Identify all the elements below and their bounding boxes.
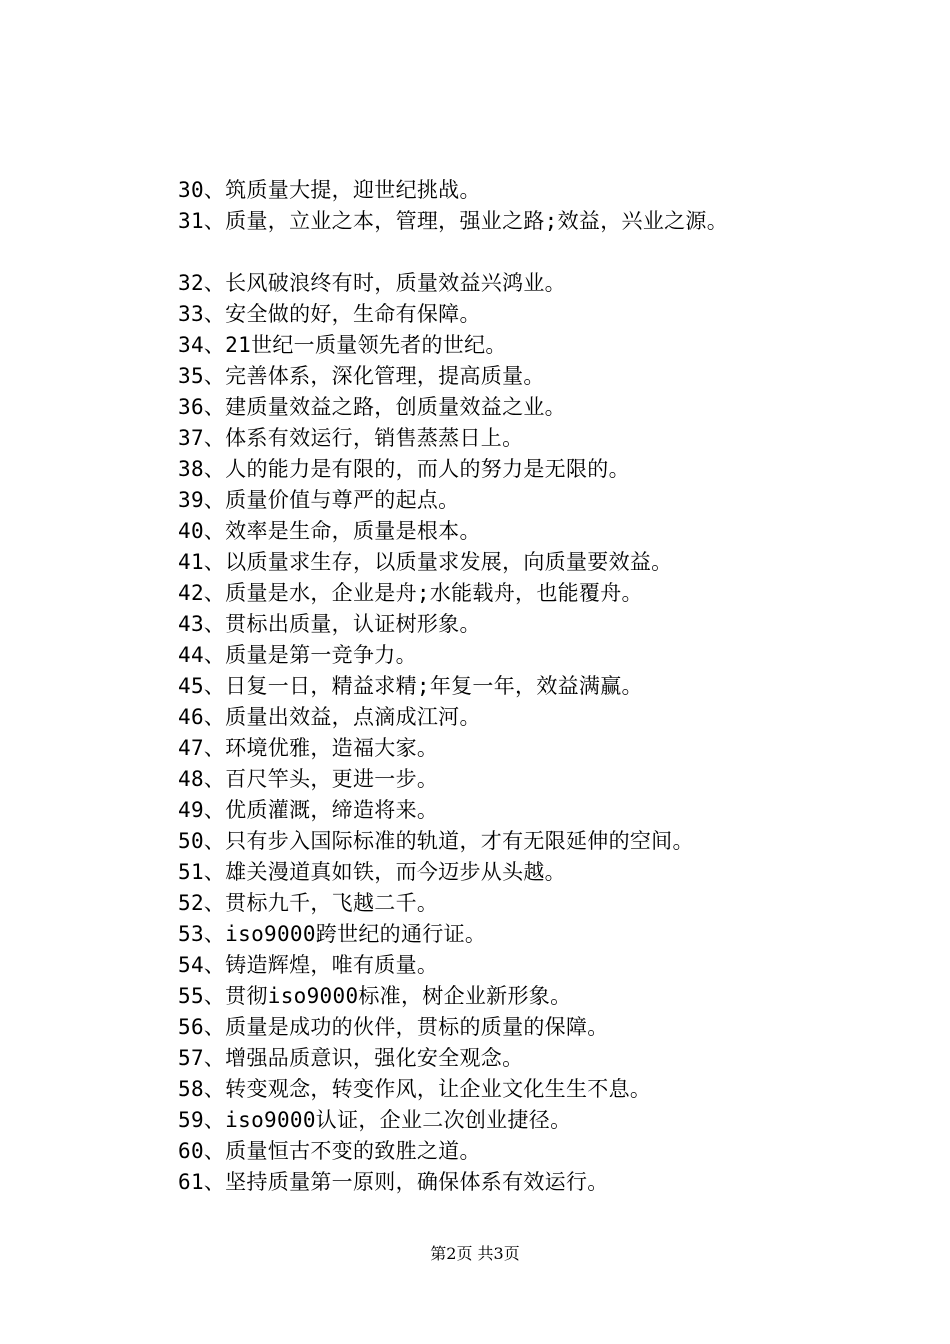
list-item: 37、体系有效运行，销售蒸蒸日上。 [178, 426, 524, 450]
list-item: 59、iso9000认证，企业二次创业捷径。 [178, 1108, 572, 1132]
list-item: 42、质量是水，企业是舟;水能载舟，也能覆舟。 [178, 581, 643, 605]
list-item: 35、完善体系，深化管理，提高质量。 [178, 364, 545, 388]
list-item: 48、百尺竿头，更进一步。 [178, 767, 439, 791]
list-item: 51、雄关漫道真如铁，而今迈步从头越。 [178, 860, 566, 884]
list-item: 32、长风破浪终有时，质量效益兴鸿业。 [178, 271, 566, 295]
list-item: 39、质量价值与尊严的起点。 [178, 488, 460, 512]
list-item: 49、优质灌溉，缔造将来。 [178, 798, 439, 822]
list-item: 33、安全做的好，生命有保障。 [178, 302, 481, 326]
list-item: 61、坚持质量第一原则，确保体系有效运行。 [178, 1170, 609, 1194]
list-item: 58、转变观念，转变作风，让企业文化生生不息。 [178, 1077, 652, 1101]
list-item: 56、质量是成功的伙伴，贯标的质量的保障。 [178, 1015, 609, 1039]
list-item: 54、铸造辉煌，唯有质量。 [178, 953, 439, 977]
slogan-list [178, 175, 918, 1198]
list-item: 40、效率是生命，质量是根本。 [178, 519, 481, 543]
list-item: 52、贯标九千，飞越二千。 [178, 891, 439, 915]
list-item: 55、贯彻iso9000标准，树企业新形象。 [178, 984, 572, 1008]
page-footer [0, 1242, 950, 1266]
list-item: 60、质量恒古不变的致胜之道。 [178, 1139, 481, 1163]
list-item: 36、建质量效益之路，创质量效益之业。 [178, 395, 566, 419]
page-number-label: 第2页 共3页 [430, 1244, 520, 1263]
list-item: 57、增强品质意识，强化安全观念。 [178, 1046, 524, 1070]
list-item: 53、iso9000跨世纪的通行证。 [178, 922, 487, 946]
list-item: 38、人的能力是有限的，而人的努力是无限的。 [178, 457, 630, 481]
list-item: 45、日复一日，精益求精;年复一年，效益满赢。 [178, 674, 643, 698]
list-item: 44、质量是第一竞争力。 [178, 643, 417, 667]
list-item: 41、以质量求生存，以质量求发展，向质量要效益。 [178, 550, 673, 574]
list-item: 31、质量，立业之本，管理，强业之路;效益，兴业之源。 [178, 209, 729, 233]
list-item: 47、环境优雅，造福大家。 [178, 736, 439, 760]
list-item: 30、筑质量大提，迎世纪挑战。 [178, 178, 481, 202]
list-item: 34、21世纪一质量领先者的世纪。 [178, 333, 507, 357]
list-item: 46、质量出效益，点滴成江河。 [178, 705, 481, 729]
list-item: 50、只有步入国际标准的轨道，才有无限延伸的空间。 [178, 829, 694, 853]
list-item: 43、贯标出质量，认证树形象。 [178, 612, 481, 636]
